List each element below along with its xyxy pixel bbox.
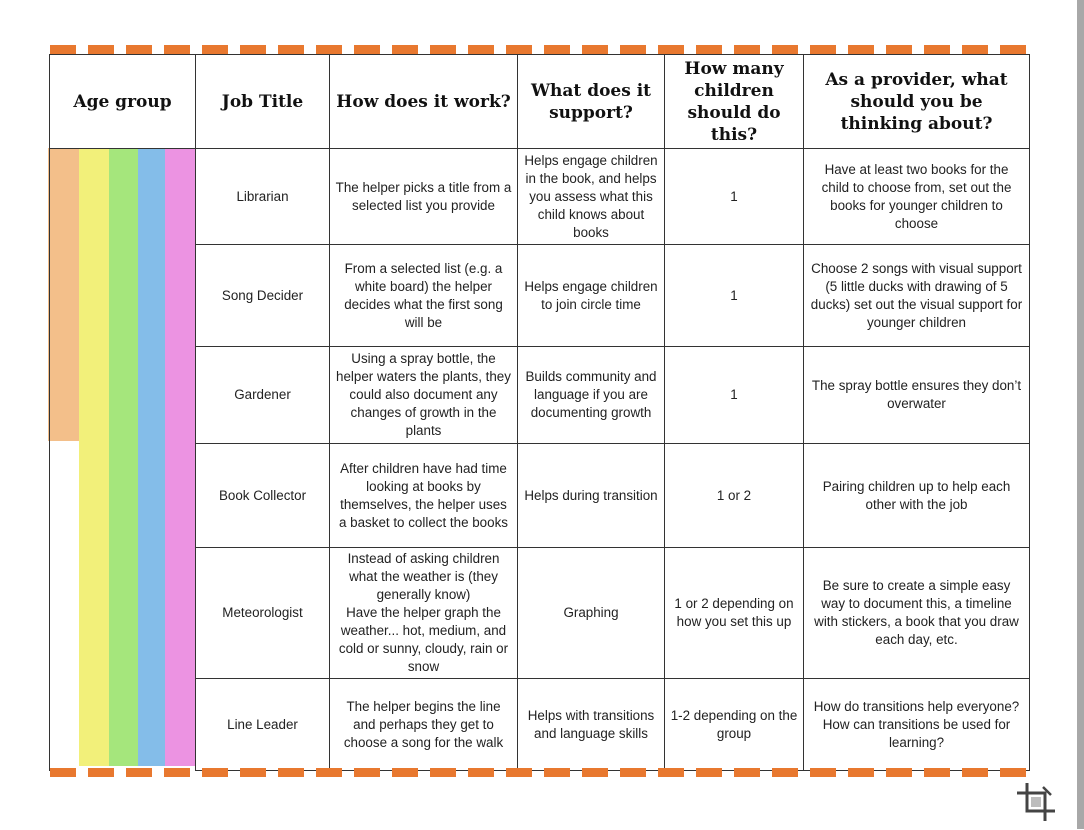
table-row [50, 347, 1030, 444]
supports-cell: Helps during transition [518, 444, 665, 548]
age-group-cell [50, 679, 196, 771]
age-group-cell [50, 245, 196, 347]
count-cell: 1 or 2 [665, 444, 804, 548]
how-it-works-cell: The helper picks a title from a selected list you provide [330, 149, 518, 245]
header-how-many-children: How many children should do this? [665, 55, 804, 149]
supports-cell: Builds community and language if you are documenting growth [518, 347, 665, 444]
job-title-cell: Line Leader [196, 679, 330, 771]
classroom-jobs-table [49, 54, 1030, 771]
how-it-works-cell: Using a spray bottle, the helper waters the plants, they could also document any changes of growth in the plants [330, 347, 518, 444]
provider-cell: Have at least two books for the child to choose from, set out the books for younger children to choose [804, 149, 1030, 245]
vertical-scrollbar[interactable] [1077, 0, 1084, 829]
jobs-table-frame [49, 54, 1029, 767]
bottom-dashed-border [50, 768, 1028, 777]
how-it-works-cell: The helper begins the line and perhaps they get to choose a song for the walk [330, 679, 518, 771]
how-it-works-cell: From a selected list (e.g. a white board) the helper decides what the first song will be [330, 245, 518, 347]
age-group-cell [50, 347, 196, 444]
age-group-cell [50, 149, 196, 245]
job-title-cell: Gardener [196, 347, 330, 444]
count-cell: 1 [665, 245, 804, 347]
job-title-cell: Book Collector [196, 444, 330, 548]
table-row [50, 444, 1030, 548]
table-row [50, 149, 1030, 245]
header-what-it-supports: What does it support? [518, 55, 665, 149]
provider-cell: How do transitions help everyone? How can transitions be used for learning? [804, 679, 1030, 771]
supports-cell: Helps with transitions and language skills [518, 679, 665, 771]
age-group-cell [50, 548, 196, 679]
count-cell: 1 [665, 347, 804, 444]
provider-cell: Pairing children up to help each other with the job [804, 444, 1030, 548]
count-cell: 1 [665, 149, 804, 245]
supports-cell: Helps engage children in the book, and helps you assess what this child knows about books [518, 149, 665, 245]
header-provider-thinking: As a provider, what should you be thinking about? [804, 55, 1030, 149]
crop-icon[interactable] [1013, 779, 1059, 825]
how-it-works-cell: After children have had time looking at books by themselves, the helper uses a basket to collect the books [330, 444, 518, 548]
header-age-group: Age group [50, 55, 196, 149]
provider-cell: The spray bottle ensures they don’t overwater [804, 347, 1030, 444]
supports-cell: Graphing [518, 548, 665, 679]
provider-cell: Be sure to create a simple easy way to document this, a timeline with stickers, a book that you draw each day, etc. [804, 548, 1030, 679]
count-cell: 1-2 depending on the group [665, 679, 804, 771]
table-row [50, 679, 1030, 771]
count-cell: 1 or 2 depending on how you set this up [665, 548, 804, 679]
header-how-it-works: How does it work? [330, 55, 518, 149]
age-group-cell [50, 444, 196, 548]
job-title-cell: Librarian [196, 149, 330, 245]
header-row [50, 55, 1030, 149]
job-title-cell: Meteorologist [196, 548, 330, 679]
table-row [50, 548, 1030, 679]
provider-cell: Choose 2 songs with visual support (5 little ducks with drawing of 5 ducks) set out the visual support for younger children [804, 245, 1030, 347]
table-row [50, 245, 1030, 347]
top-dashed-border [50, 45, 1028, 54]
how-it-works-cell: Instead of asking children what the weather is (they generally know) Have the helper graph the weather... hot, medium, and cold or sunny, cloudy, rain or snow [330, 548, 518, 679]
supports-cell: Helps engage children to join circle time [518, 245, 665, 347]
header-job-title: Job Title [196, 55, 330, 149]
job-title-cell: Song Decider [196, 245, 330, 347]
